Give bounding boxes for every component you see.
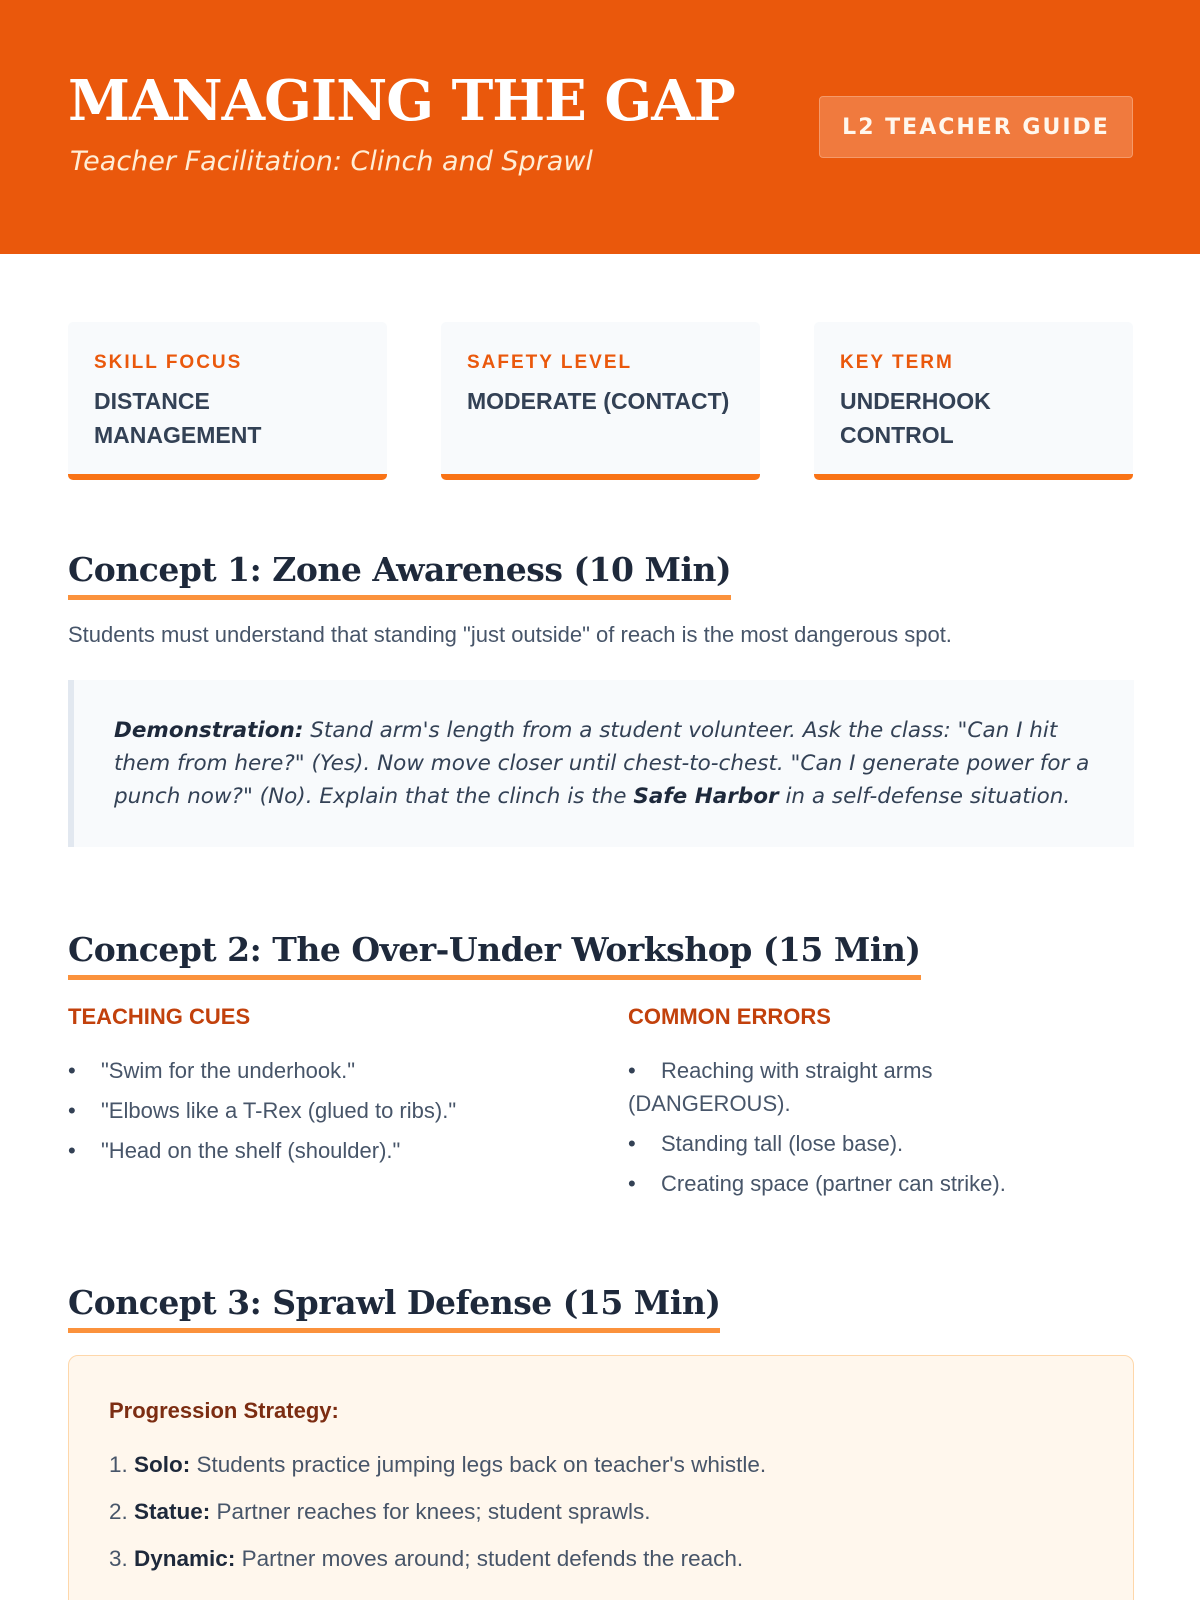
step-term: Statue: <box>134 1499 211 1524</box>
bullet-icon: • <box>628 1131 636 1156</box>
skill-focus-card <box>68 322 387 480</box>
safe-harbor-term: Safe Harbor <box>633 784 779 809</box>
step-number: 1. <box>109 1452 128 1477</box>
progression-strategy-title: Progression Strategy: <box>109 1398 339 1423</box>
demonstration-callout <box>68 680 1134 847</box>
common-errors-heading: COMMON ERRORS <box>628 1004 831 1029</box>
concept-2-heading: Concept 2: The Over-Under Workshop (15 Min) <box>68 930 921 980</box>
card-value: MODERATE (CONTACT) <box>467 388 730 414</box>
step-text: Students practice jumping legs back on teacher's whistle. <box>190 1452 767 1477</box>
step-number: 3. <box>109 1546 128 1571</box>
step-term: Dynamic: <box>134 1546 236 1571</box>
card-value: DISTANCE MANAGEMENT <box>94 388 262 448</box>
page-subtitle: Teacher Facilitation: Clinch and Sprawl <box>70 146 593 177</box>
teaching-cues-list <box>68 1054 456 1174</box>
concept-1-intro: Students must understand that standing "just outside" of reach is the most dangerous spot. <box>68 622 952 647</box>
teaching-cues-heading: TEACHING CUES <box>68 1004 251 1029</box>
demonstration-body-start: Stand arm's length from a student volunteer. Ask the class: "Can I hit them from here?" (Yes). Now move closer until chest-to-chest. "Can I generate power for a punch now?" (No). Explain that the clinch is the <box>114 718 1090 809</box>
card-value: UNDERHOOK CONTROL <box>840 388 991 448</box>
step-term: Solo: <box>134 1452 191 1477</box>
safety-level-card <box>441 322 760 480</box>
list-item-text: Creating space (partner can strike). <box>661 1171 1006 1196</box>
list-item <box>68 1134 456 1167</box>
list-item-text: "Head on the shelf (shoulder)." <box>101 1138 401 1163</box>
list-item <box>68 1094 456 1127</box>
list-item <box>628 1127 1068 1160</box>
bullet-icon: • <box>68 1058 76 1083</box>
progression-strategy-box <box>68 1355 1134 1600</box>
list-item-text: "Elbows like a T-Rex (glued to ribs)." <box>101 1098 457 1123</box>
concept-3-heading: Concept 3: Sprawl Defense (15 Min) <box>68 1283 720 1333</box>
list-item-text: Reaching with straight arms (DANGEROUS). <box>628 1058 933 1116</box>
progression-steps <box>109 1448 766 1589</box>
page-header <box>0 0 1200 254</box>
list-item <box>109 1495 766 1528</box>
step-number: 2. <box>109 1499 128 1524</box>
list-item <box>68 1054 456 1087</box>
demonstration-text <box>114 714 1114 813</box>
bullet-icon: • <box>68 1138 76 1163</box>
list-item <box>628 1054 1068 1120</box>
card-label: SKILL FOCUS <box>94 352 243 373</box>
step-text: Partner moves around; student defends the reach. <box>235 1546 744 1571</box>
demonstration-body-end: in a self-defense situation. <box>778 784 1071 809</box>
key-term-card <box>814 322 1133 480</box>
common-errors-list <box>628 1054 1068 1207</box>
card-label: SAFETY LEVEL <box>467 352 633 373</box>
list-item-text: Standing tall (lose base). <box>661 1131 904 1156</box>
card-label: KEY TERM <box>840 352 954 373</box>
list-item <box>109 1542 766 1575</box>
bullet-icon: • <box>68 1098 76 1123</box>
list-item <box>628 1167 1068 1200</box>
step-text: Partner reaches for knees; student sprawls. <box>210 1499 651 1524</box>
demonstration-label: Demonstration: <box>114 718 304 743</box>
bullet-icon: • <box>628 1058 636 1083</box>
concept-1-heading: Concept 1: Zone Awareness (10 Min) <box>68 550 731 600</box>
guide-level-badge: L2 TEACHER GUIDE <box>819 96 1133 158</box>
page-title: MANAGING THE GAP <box>68 68 735 134</box>
list-item-text: "Swim for the underhook." <box>101 1058 356 1083</box>
bullet-icon: • <box>628 1171 636 1196</box>
list-item <box>109 1448 766 1481</box>
